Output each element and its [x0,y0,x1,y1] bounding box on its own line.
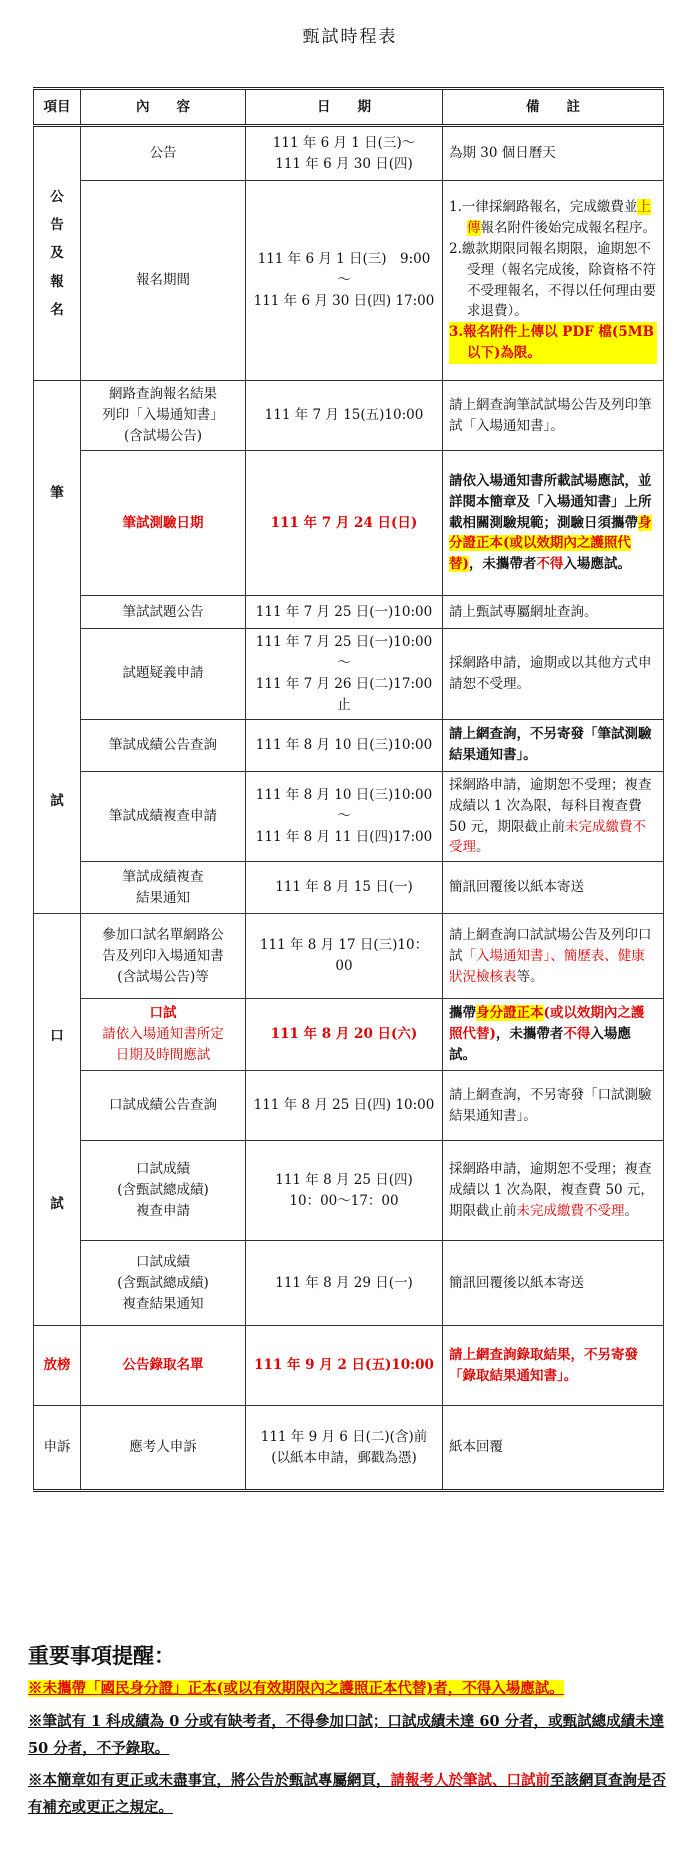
row-item: 口試成績 (含甄試總成績) 複查結果通知 [81,1241,246,1326]
row-item: 筆試成績複查申請 [81,771,246,862]
row-item: 公告錄取名單 [81,1326,246,1406]
section-release: 放榜 [34,1326,81,1406]
row-item: 口試成績 (含甄試總成績) 複查申請 [81,1141,246,1241]
row-item: 報名期間 [81,181,246,381]
table-row [34,999,664,1071]
row-date: 111 年 8 月 20 日(六) [246,999,443,1071]
section-appeal: 申訴 [34,1406,81,1491]
row-item: 參加口試名單網路公 告及列印入場通知書 (含試場公告)等 [81,914,246,999]
row-note: 採網路申請，逾期恕不受理；複查成績以 1 次為限，每科目複查費 50 元，期限截止前未完成繳費不受理。 [443,771,664,862]
table-row [34,914,664,999]
row-note: 為期 30 個日曆天 [443,126,664,181]
header-note: 備 註 [443,89,664,126]
table-row [34,862,664,914]
row-item: 公告 [81,126,246,181]
row-note: 紙本回覆 [443,1406,664,1491]
header-date: 日 期 [246,89,443,126]
row-note: 攜帶身分證正本(或以效期內之護照代替)，未攜帶者不得入場應試。 [443,999,664,1071]
row-note: 請上網查詢，不另寄發「口試測驗結果通知書」。 [443,1071,664,1141]
row-date: 111 年 7 月 24 日(日) [246,451,443,596]
page-title: 甄試時程表 [302,27,398,47]
row-date: 111 年 6 月 1 日(三) 9:00～ 111 年 6 月 30 日(四) 17:00 [246,181,443,381]
table-row [34,771,664,862]
important-reminders [28,1640,673,1828]
table-row [34,1141,664,1241]
header-item: 項目 [34,89,81,126]
row-note: 採網路申請，逾期恕不受理；複查成績以 1 次為限，複查費 50 元，期限截止前未完成繳費不受理。 [443,1141,664,1241]
row-item: 試題疑義申請 [81,629,246,720]
row-note: 請依入場通知書所載試場應試，並詳閱本簡章及「入場通知書」上所載相關測驗規範；測驗日須攜帶身分證正本(或以效期內之護照代替)，未攜帶者不得入場應試。 [443,451,664,596]
row-date: 111 年 9 月 2 日(五)10:00 [246,1326,443,1406]
table-row [34,1406,664,1491]
section-announce: 公 告 及 報 名 [34,126,81,381]
row-note: 請上網查詢錄取結果，不另寄發「錄取結果通知書」。 [443,1326,664,1406]
row-item: 筆試試題公告 [81,596,246,629]
row-item: 口試 請依入場通知書所定 日期及時間應試 [81,999,246,1071]
section-written: 筆 試 [34,381,81,914]
row-note: 請上網查詢口試試場公告及列印口試「入場通知書」、簡歷表、健康狀況檢核表等。 [443,914,664,999]
table-row [34,381,664,451]
row-note: 請上甄試專屬網址查詢。 [443,596,664,629]
table-row [34,126,664,181]
reminder-title: 重要事項提醒： [28,1643,175,1668]
table-row [34,596,664,629]
row-date: 111 年 8 月 15 日(一) [246,862,443,914]
row-item: 口試成績公告查詢 [81,1071,246,1141]
table-row [34,181,664,381]
table-row [34,1326,664,1406]
row-date: 111 年 7 月 25 日(一)10:00 ～ 111 年 7 月 26 日(二)17:00 止 [246,629,443,720]
row-note: 採網路申請，逾期或以其他方式申請恕不受理。 [443,629,664,720]
row-date: 111 年 7 月 15(五)10:00 [246,381,443,451]
row-item: 網路查詢報名結果 列印「入場通知書」 (含試場公告) [81,381,246,451]
row-date: 111 年 7 月 25 日(一)10:00 [246,596,443,629]
row-date: 111 年 6 月 1 日(三)～ 111 年 6 月 30 日(四) [246,126,443,181]
row-note: 請上網查詢，不另寄發「筆試測驗結果通知書」。 [443,719,664,771]
row-date: 111 年 9 月 6 日(二)(含)前 (以紙本申請，郵戳為憑) [246,1406,443,1491]
row-note: 簡訊回覆後以紙本寄送 [443,1241,664,1326]
reminder-line-1: ※未攜帶「國民身分證」正本(或以有效期限內之護照正本代替)者，不得入場應試。 [28,1680,564,1697]
row-date: 111 年 8 月 10 日(三)10:00 [246,719,443,771]
row-date: 111 年 8 月 25 日(四) 10：00～17：00 [246,1141,443,1241]
row-item: 應考人申訴 [81,1406,246,1491]
row-date: 111 年 8 月 25 日(四) 10:00 [246,1071,443,1141]
row-item: 筆試成績複查 結果通知 [81,862,246,914]
table-row [34,1241,664,1326]
row-item: 筆試測驗日期 [81,451,246,596]
table-row [34,1071,664,1141]
row-date: 111 年 8 月 10 日(三)10:00～ 111 年 8 月 11 日(四)17:00 [246,771,443,862]
schedule-table [33,87,664,1492]
row-note: 簡訊回覆後以紙本寄送 [443,862,664,914]
reminder-line-2: ※筆試有 1 科成績為 0 分或有缺考者，不得參加口試；口試成績未達 60 分者，或甄試總成績未達 50 分者，不予錄取。 [28,1712,665,1757]
table-row [34,629,664,720]
row-note: 1.一律採網路報名，完成繳費並上傳報名附件後始完成報名程序。 2.繳款期限同報名期限，逾期恕不受理（報名完成後，除資格不符不受理報名，不得以任何理由要求退費）。 3.報名附件上傳以 PDF 檔(5MB 以下)為限。 [443,181,664,381]
table-row [34,451,664,596]
table-header-row [34,89,664,126]
header-content: 內 容 [81,89,246,126]
section-oral: 口 試 [34,914,81,1326]
row-date: 111 年 8 月 17 日(三)10：00 [246,914,443,999]
row-note: 請上網查詢筆試試場公告及列印筆試「入場通知書」。 [443,381,664,451]
row-item: 筆試成績公告查詢 [81,719,246,771]
row-date: 111 年 8 月 29 日(一) [246,1241,443,1326]
reminder-line-3: ※本簡章如有更正或未盡事宜，將公告於甄試專屬網頁，請報考人於筆試、口試前至該網頁查詢是否有補充或更正之規定。 [28,1772,666,1817]
table-row [34,719,664,771]
